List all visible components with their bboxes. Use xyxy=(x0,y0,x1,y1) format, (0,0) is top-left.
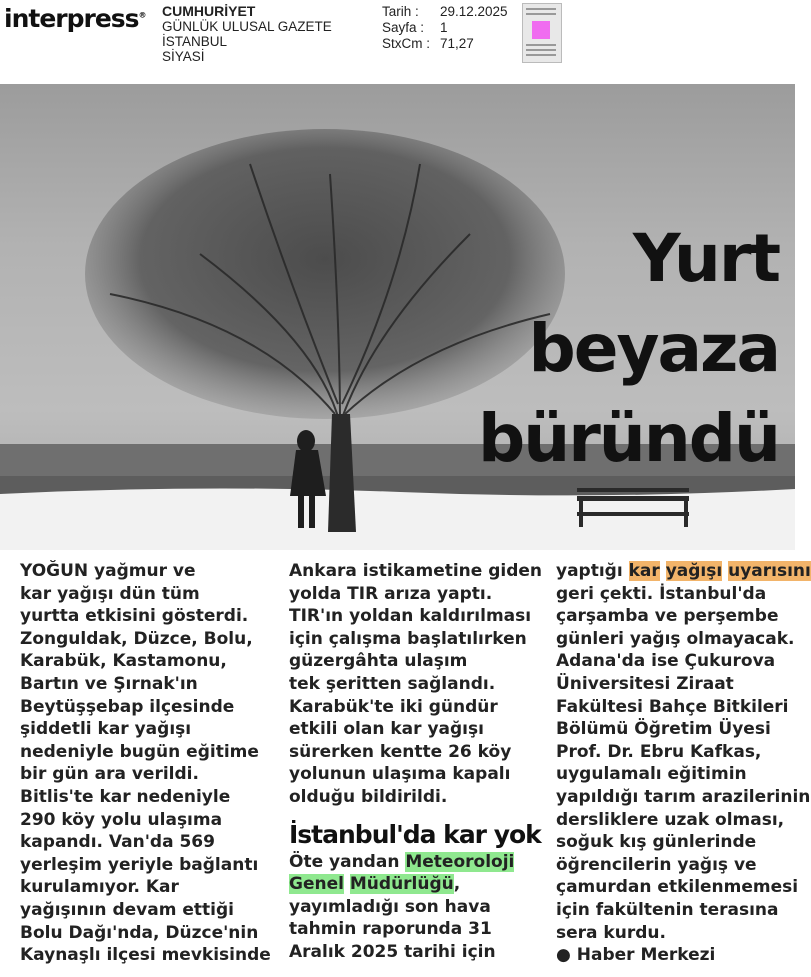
clipping-header xyxy=(0,0,811,82)
publication-name: CUMHURİYET xyxy=(162,3,256,19)
article-column-2: Ankara istikametine giden yolda TIR arıza yaptı. TIR'ın yoldan kaldırılması için çalışma başlatılırken güzergâhta ulaşım tek şeritten sağlandı. Karabük'te iki gündür etkili olan kar yağışı sürerken kentte 26 köy yolunun ulaşıma kapalı olduğu bildirildi. İstanbul'da kar yok Öte yandan Meteoroloji Genel Müdürlüğü, yayımladığı son hava tahmin raporunda 31 Aralık 2025 tarihi için xyxy=(289,561,543,962)
highlight-uyarisini: uyarısını xyxy=(728,561,811,581)
publication-city: İSTANBUL xyxy=(162,34,228,49)
page-thumbnail[interactable] xyxy=(522,3,562,63)
text-line: Öte yandan Meteoroloji xyxy=(289,851,515,872)
logo-registered-mark: ® xyxy=(138,10,147,20)
highlight-meteoroloji: Meteoroloji xyxy=(405,851,515,872)
article-subhead: İstanbul'da kar yok xyxy=(289,819,541,849)
text-line: Genel Müdürlüğü, xyxy=(289,874,461,895)
meta-stxcm: StxCm : 71,27 xyxy=(382,36,474,51)
article-byline: ● Haber Merkezi xyxy=(556,945,716,966)
highlight-kar: kar xyxy=(628,561,660,581)
publication-subtitle: GÜNLÜK ULUSAL GAZETE xyxy=(162,19,332,34)
clipping-location-marker xyxy=(532,21,550,39)
interpress-logo xyxy=(4,4,147,33)
publication-section: SİYASİ xyxy=(162,49,205,64)
article-column-3: yaptığı kar yağışı uyarısını geri çekti. İstanbul'da çarşamba ve perşembe günleri yağış olmayacak. Adana'da ise Çukurova Üniversitesi Ziraat Fakültesi Bahçe Bitkileri Bölümü Öğretim Üyesi Prof. Dr. Ebru Kafkas, uygulamalı eğitimin yapıldığı tarım arazilerinin dersliklere uzak olması, soğuk kış günlerinde öğrencilerin yağış ve çamurdan etkilenmemesi için fakültenin terasına sera kurdu. ● Haber Merkezi xyxy=(556,561,811,966)
article-headline: Yurt beyaza büründü xyxy=(478,220,779,477)
snow-tree-photo xyxy=(0,84,795,550)
highlight-genel: Genel xyxy=(289,874,344,895)
publication-info xyxy=(162,4,332,64)
meta-page: Sayfa : 1 xyxy=(382,20,448,35)
article-column-1: YOĞUN yağmur ve kar yağışı dün tüm yurtta etkisini gösterdi. Zonguldak, Düzce, Bolu, Karabük, Kastamonu, Bartın ve Şırnak'ın Beytüşşebap ilçesinde şiddetli kar yağışı nedeniyle bugün eğitime bir gün ara verildi. Bitlis'te kar nedeniyle 290 köy yolu ulaşıma kapandı. Van'da 569 yerleşim yeriyle bağlantı kurulamıyor. Kar yağışının devam ettiği Bolu Dağı'nda, Düzce'nin Kaynaşlı ilçesi mevkisinde xyxy=(20,561,271,966)
text-line: yaptığı kar yağışı uyarısını xyxy=(556,561,811,581)
clipping-meta xyxy=(382,4,508,52)
meta-date: Tarih : 29.12.2025 xyxy=(382,4,508,19)
highlight-mudurlugu: Müdürlüğü xyxy=(349,874,454,895)
logo-text: interpress xyxy=(4,4,139,33)
highlight-yagisi: yağışı xyxy=(665,561,723,581)
